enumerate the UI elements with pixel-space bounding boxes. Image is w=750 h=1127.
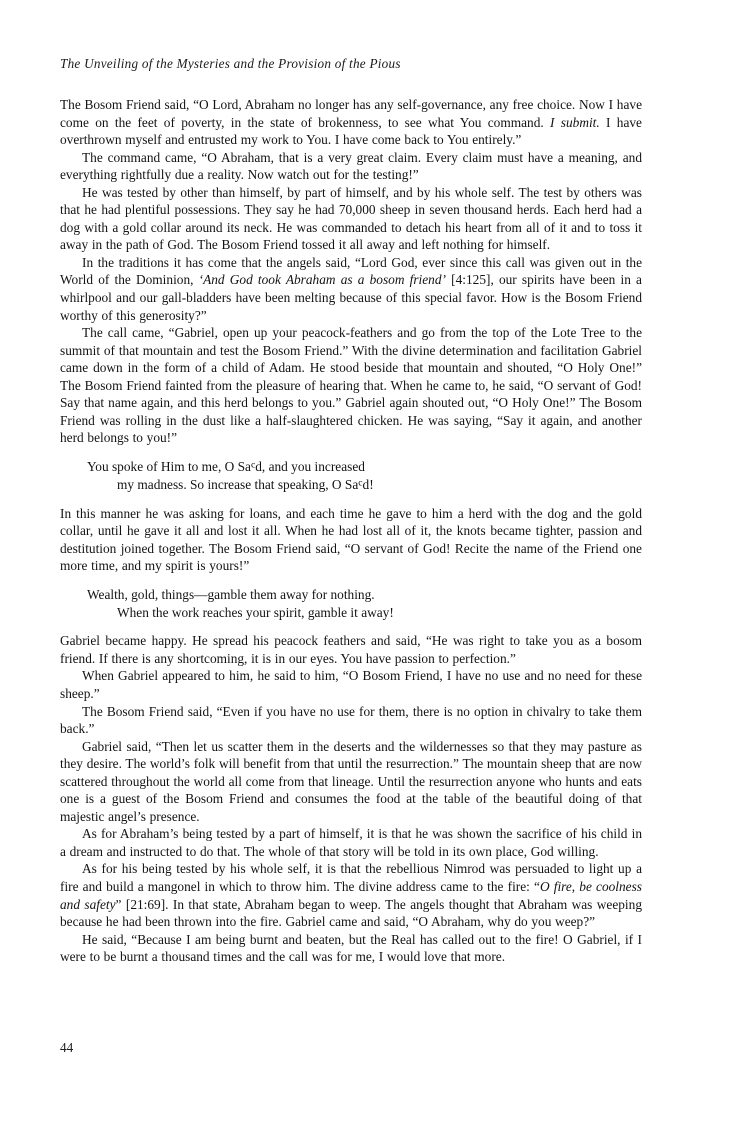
paragraph-tested-by-part-of-himself: As for Abraham’s being tested by a part of himself, it is that he was shown the sacrifice of his child in a dream and instructed to do that. The whole of that story will be told in its own place, God willing. [60, 826, 642, 859]
quran-quote-bosom-friend: ‘And God took Abraham as a bosom friend’ [198, 272, 446, 288]
paragraph-he-said-because: He said, “Because I am being burnt and beaten, but the Real has called out to the fire! O Gabriel, if I were to be burnt a thousand times and the call was for me, I would love that more. [60, 931, 642, 965]
verse-block-wealth-gold [60, 575, 642, 633]
paragraph-gabriel-said-scatter: Gabriel said, “Then let us scatter them in the deserts and the wildernesses so that they may pasture as they desire. The world’s folk will benefit from that until the resurrection.” The mountain sheep that are now scattered throughout the world all come from that lineage. Until the resurrection anyone who hunts and eats one is a guest of the Bosom Friend and consumes the food at the table of the beautiful doing of that majestic angel’s presence. [60, 738, 642, 824]
ayn-glyph: c [250, 459, 256, 471]
ayn-glyph: c [358, 477, 363, 489]
verse-line-text: my madness. So increase that speaking, O Sa [117, 476, 359, 492]
verse-line-text-tail: d! [362, 476, 374, 492]
paragraph-tested-by-whole-self [60, 860, 642, 930]
paragraph-no-option-in-chivalry: The Bosom Friend said, “Even if you have no use for them, there is no option in chivalry to take them back.” [60, 703, 642, 737]
paragraph-bosom-friend-said [60, 96, 642, 149]
paragraph-the-call-came: The call came, “Gabriel, open up your peacock-feathers and go from the top of the Lote Tree to the summit of that mountain and test the Bosom Friend.” With the divine determination and facilitation Gabriel came down in the form of a child of Adam. He stood beside that mountain and shouted, “O Holy One!” The Bosom Friend fainted from the pleasure of hearing that. When he came to, he said, “O servant of God! Say that name again, and this herd belongs to you.” Gabriel again shouted out, “O Holy One!” The Bosom Friend was rolling in the dust like a half-slaughtered chicken. He was saying, “Say it again, and another herd belongs to you!” [60, 325, 642, 446]
paragraph-text-tail: [4:125], our spirits have been in a whirlpool and our gall-bladders have been melting because of this special favor. How is the Bosom Friend worthy of this generosity?” [60, 272, 642, 323]
paragraph-gabriel-became-happy: Gabriel became happy. He spread his peacock feathers and said, “He was right to take you as a bosom friend. If there is any shortcoming, it is in our eyes. You have passion to perfection.” [60, 633, 642, 666]
paragraph-command-came: The command came, “O Abraham, that is a very great claim. Every claim must have a meaning, and everything rightfully due a reality. Now watch out for the testing!” [60, 149, 642, 183]
verse-line-text: You spoke of Him to me, O Sa [87, 458, 251, 474]
verse-line [60, 458, 642, 476]
verse-line: When the work reaches your spirit, gamble it away! [117, 604, 394, 620]
italic-phrase-i-submit: I submit. [550, 114, 600, 130]
paragraph-text-tail: ” [21:69]. In that state, Abraham began to weep. The angels thought that Abraham was weeping because he had been thrown into the fire. Gabriel came and said, “O Abraham, why do you weep?” [60, 896, 642, 930]
body-text-block [60, 96, 642, 966]
verse-line: Wealth, gold, things—gamble them away for nothing. [87, 586, 375, 602]
paragraph-in-this-manner: In this manner he was asking for loans, and each time he gave to him a herd with the dog and the gold collar, until he gave it all and lost it all. When he had lost all of it, the knots became tighter, passion and destitution joined together. The Bosom Friend said, “O servant of God! Recite the name of the Friend one more time, and my spirit is yours!” [60, 505, 642, 574]
verse-block-sad [60, 447, 642, 505]
page-number: 44 [60, 1040, 74, 1055]
verse-line-text-tail: d, and you increased [255, 458, 365, 474]
paragraph-text-tail: I have overthrown myself and entrusted my work to You. I have come back to You entirely.” [60, 114, 642, 148]
paragraph-he-was-tested: He was tested by other than himself, by part of himself, and by his whole self. The test by others was that he had plentiful possessions. They say he had 70,000 sheep in seven thousand herds. Each herd had a dog with a gold collar around its neck. He was commanded to detach his heart from all of it and to toss it away in the path of God. The Bosom Friend tossed it all away and left nothing for himself. [60, 184, 642, 253]
paragraph-text: The Bosom Friend said, “O Lord, Abraham no longer has any self-governance, any free choice. Now I have come on the feet of poverty, in the state of brokenness, to see what You command. [60, 97, 642, 130]
verse-line [60, 476, 642, 494]
quran-quote-o-fire: O fire, be coolness and safety [60, 878, 642, 912]
paragraph-text: In the traditions it has come that the angels said, “Lord God, ever since this call was given out in the World of the Dominion, [60, 254, 642, 288]
paragraph-in-the-traditions [60, 254, 642, 324]
paragraph-text: As for his being tested by his whole self, it is that the rebellious Nimrod was persuaded to light up a fire and build a mangonel in which to throw him. The divine address came to the fire: “ [60, 861, 642, 894]
running-head: The Unveiling of the Mysteries and the Provision of the Pious [60, 56, 401, 71]
paragraph-when-gabriel-appeared: When Gabriel appeared to him, he said to him, “O Bosom Friend, I have no use and no need for these sheep.” [60, 668, 642, 701]
